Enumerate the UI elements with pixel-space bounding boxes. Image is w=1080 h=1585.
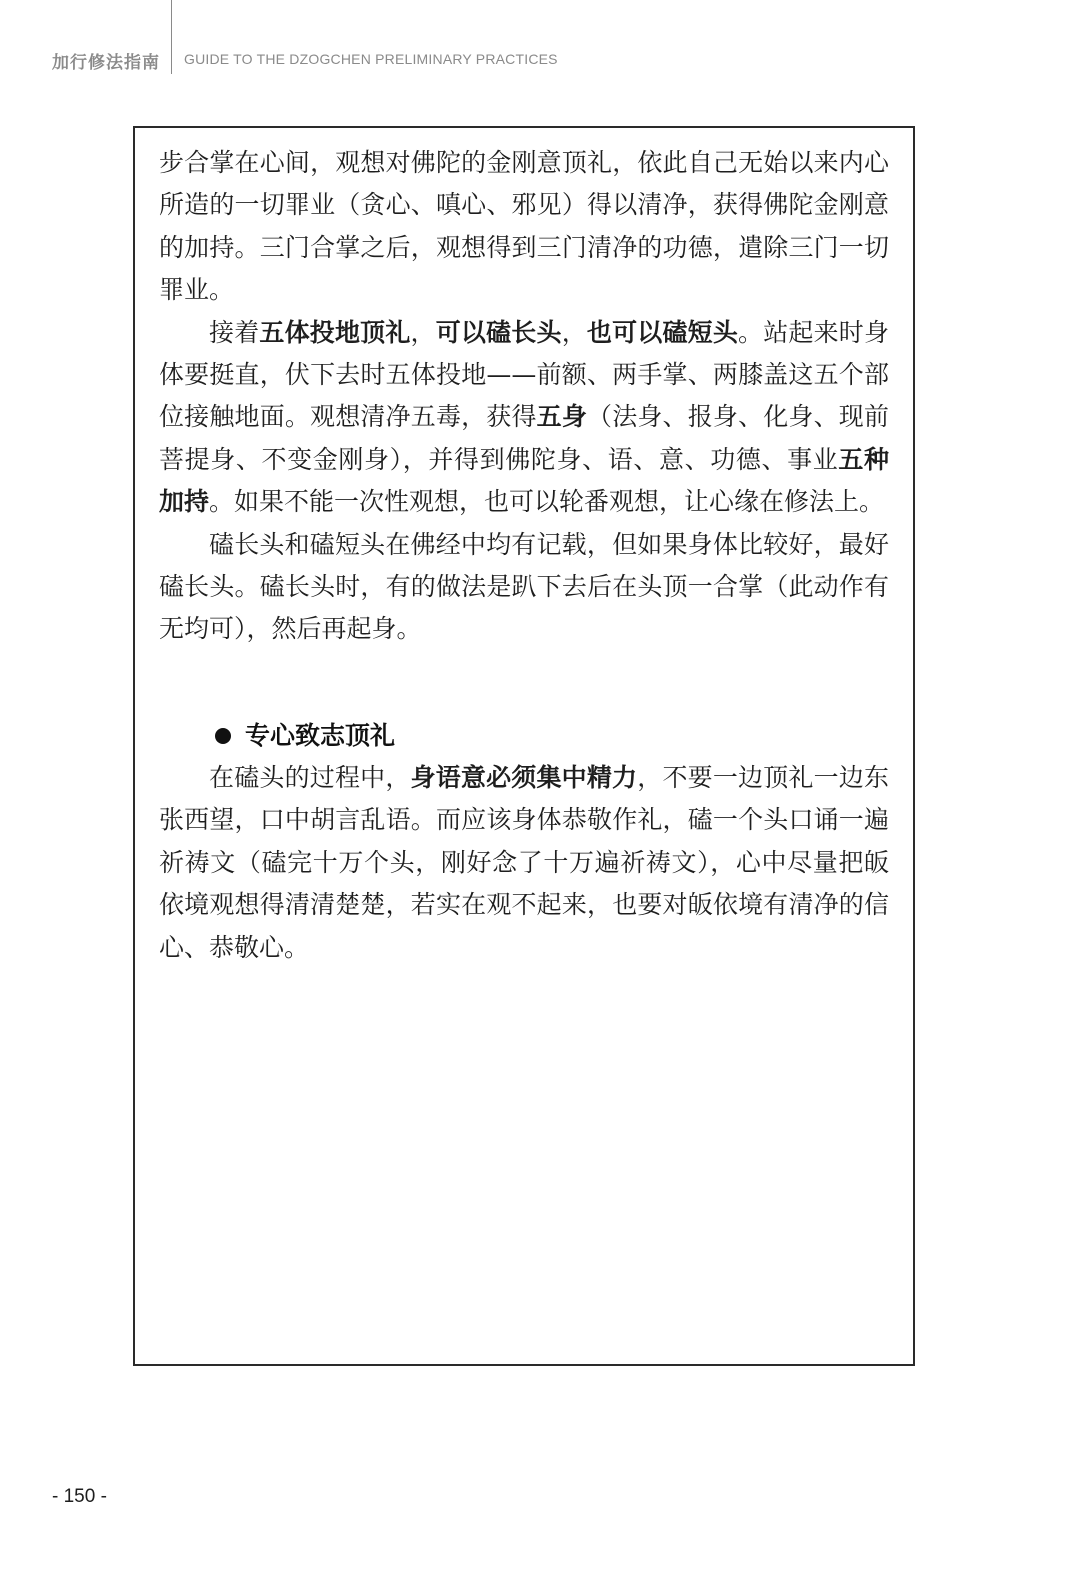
p2-text-a: 接着 <box>209 317 260 347</box>
header-title-cn: 加行修法指南 <box>52 53 160 73</box>
content-frame <box>133 126 915 1366</box>
bullet-icon <box>215 728 231 744</box>
text-body <box>159 142 889 969</box>
p2-emphasis-five-blessings: 五种加持 <box>159 444 889 517</box>
p2-emphasis-long-prostration: 可以磕长头 <box>435 317 562 347</box>
paragraph-3: 磕长头和磕短头在佛经中均有记载，但如果身体比较好，最好磕长头。磕长头时，有的做法是趴下去后在头顶一合掌（此动作有无均可），然后再起身。 <box>159 529 889 644</box>
p2-text-i: （法身、报身、化身、现前菩提身、不变金刚身），并得到佛陀身、语、意、功德、事业 <box>159 402 889 474</box>
p2-emphasis-five-bodies: 五身 <box>536 402 588 432</box>
page-header <box>0 0 1080 80</box>
header-divider <box>171 0 172 74</box>
header-title-en: GUIDE TO THE DZOGCHEN PRELIMINARY PRACTICES <box>184 51 558 67</box>
p4-text-a: 在磕头的过程中， <box>209 762 411 792</box>
section-heading-text: 专心致志顶礼 <box>245 720 396 750</box>
p2-emphasis-full-prostration: 五体投地顶礼 <box>259 317 411 347</box>
paragraph-2 <box>159 312 889 524</box>
paragraph-4 <box>159 757 889 969</box>
p4-emphasis-concentration: 身语意必须集中精力 <box>410 762 638 792</box>
p2-emphasis-short-prostration: 也可以磕短头 <box>586 317 739 347</box>
p4-text-c: ，不要一边顶礼一边东张西望，口中胡言乱语。而应该身体恭敬作礼，磕一个头口诵一遍祈祷文（磕完十万个头，刚好念了十万遍祈祷文），心中尽量把皈依境观想得清清楚楚，若实在观不起来，也要对皈依境有清净的信心、恭敬心。 <box>159 762 889 962</box>
section-heading <box>159 715 889 757</box>
p2-text-e: ， <box>561 317 587 347</box>
p2-text-k: 。如果不能一次性观想，也可以轮番观想，让心缘在修法上。 <box>209 487 885 517</box>
paragraph-1: 步合掌在心间，观想对佛陀的金刚意顶礼，依此自己无始以来内心所造的一切罪业（贪心、嗔心、邪见）得以清净，获得佛陀金刚意的加持。三门合掌之后，观想得到三门清净的功德，遣除三门一切罪业。 <box>159 148 889 305</box>
p2-text-g: 。站起来时身体要挺直，伏下去时五体投地——前额、两手掌、两膝盖这五个部位接触地面。观想清净五毒，获得 <box>159 317 889 432</box>
page-number: - 150 - <box>52 1486 107 1507</box>
p2-text-c: ， <box>410 317 436 347</box>
